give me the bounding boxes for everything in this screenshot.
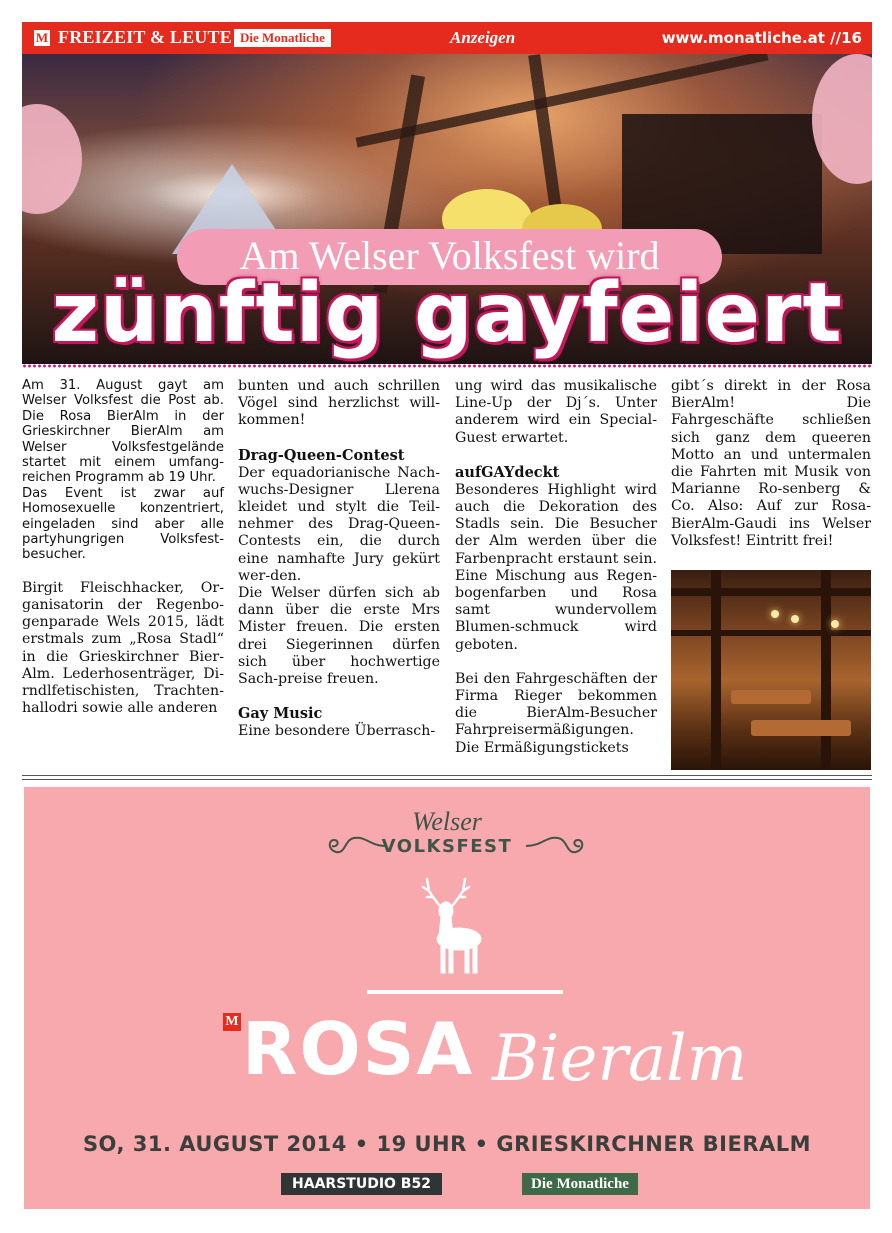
divider-line — [22, 779, 872, 780]
hero-subtitle: Am Welser Volksfest wird — [239, 233, 660, 278]
subheading-aufgaydeckt: aufGAYdeckt — [455, 463, 560, 481]
hero-image — [22, 54, 872, 364]
article-paragraph: Besonderes Highlight wird auch die Dekoration des Stadls sein. Die Besucher der Alm werden über die Farbenpracht erstaunt sein. Eine Mischung aus Regen-bogenfarben und Rosa samt wundervollem Blumen-schmuck wird geboten. — [455, 481, 657, 653]
subheading-drag-queen-contest: Drag-Queen-Contest — [238, 446, 405, 464]
article-paragraph: ung wird das musikalische Line-Up der Dj´s. Unter anderem wird ein Special-Guest erwartet. — [455, 378, 657, 446]
volksfest-title: VOLKSFEST — [381, 836, 513, 857]
article-intro: Das Event ist zwar auf Homosexuelle konzentriert, eingeladen sind aber alle partyhungrigen Volksfest-besucher. — [22, 485, 224, 563]
event-date-location: SO, 31. AUGUST 2014 • 19 UHR • GRIESKIRCHNER BIERALM — [82, 1132, 812, 1156]
hero-title: zünftig gayfeiert — [51, 266, 843, 361]
dotted-divider — [22, 364, 872, 368]
sponsor-haarstudio-logo: HAARSTUDIO B52 — [281, 1173, 442, 1195]
brand-label: Die Monatliche — [234, 29, 331, 47]
subheading-gay-music: Gay Music — [238, 705, 323, 723]
article-paragraph: Birgit Fleischhacker, Or-ganisatorin der Regenbo-genparade Wels 2015, lädt erstmals zum „Rosa Stadl“ in die Grieskirchner Bier-Alm. Lederhosenträger, Di-rndlfetischisten, Trachten-hallodri sowie alle anderen — [22, 579, 224, 717]
rosa-bieralm-advertisement — [24, 787, 870, 1209]
welser-script-logo: Welser — [412, 807, 482, 836]
article-paragraph: Die Welser dürfen sich ab dann über die erste Mrs Mister freuen. Die ersten drei Siegerinnen dürfen sich über hochwertige Sach-preise freuen. — [238, 585, 440, 688]
monatliche-logo-icon: M — [223, 1013, 241, 1031]
article-paragraph: Bei den Fahrgeschäften der Firma Rieger bekommen die BierAlm-Besucher Fahrpreisermäßigungen. Die Ermäßigungstickets — [455, 670, 657, 756]
white-rule — [367, 990, 563, 994]
article-paragraph: Eine besondere Überrasch- — [238, 723, 436, 740]
article-column-4 — [671, 378, 871, 550]
monatliche-logo-icon: M — [35, 30, 49, 45]
article-column-1 — [22, 378, 224, 718]
sponsor-monatliche-logo: Die Monatliche — [522, 1173, 638, 1195]
article-intro: Am 31. August gayt am Welser Volksfest die Post ab. Die Rosa BierAlm in der Grieskirchner BierAlm am Welser Volksfestgelände startet mit einem umfang-reichen Programm ab 19 Uhr. — [22, 378, 224, 486]
article-column-3 — [455, 378, 657, 757]
bieralm-wordmark: Bieralm — [492, 1022, 748, 1096]
section-title: FREIZEIT & LEUTE — [58, 27, 232, 47]
article-paragraph: Der equadorianische Nach-wuchs-Designer Llerena kleidet und stylt die Teil-nehmer des Drag-Queen-Contests ein, die durch eine namhafte Jury gekürt wer-den. — [238, 464, 440, 584]
article-column-2 — [238, 378, 440, 740]
bieralm-interior-photo — [671, 570, 871, 770]
divider-line — [22, 775, 872, 776]
deer-icon — [409, 877, 493, 977]
page-header — [22, 22, 872, 54]
ads-label: Anzeigen — [450, 28, 516, 47]
flourish-right-icon — [524, 832, 590, 860]
article-paragraph: gibt´s direkt in der Rosa BierAlm! Die Fahrgeschäfte schließen sich ganz dem queeren Motto an und untermalen die Fahrten mit Musik von Marianne Ro-senberg & Co. Also: Auf zur Rosa-BierAlm-Gaudi ins Welser Volksfest! Eintritt frei! — [671, 378, 871, 549]
rosa-wordmark: ROSA — [242, 1007, 475, 1091]
url-page-number: www.monatliche.at //16 — [661, 29, 862, 47]
article-paragraph: bunten und auch schrillen Vögel sind herzlichst will-kommen! — [238, 378, 440, 429]
